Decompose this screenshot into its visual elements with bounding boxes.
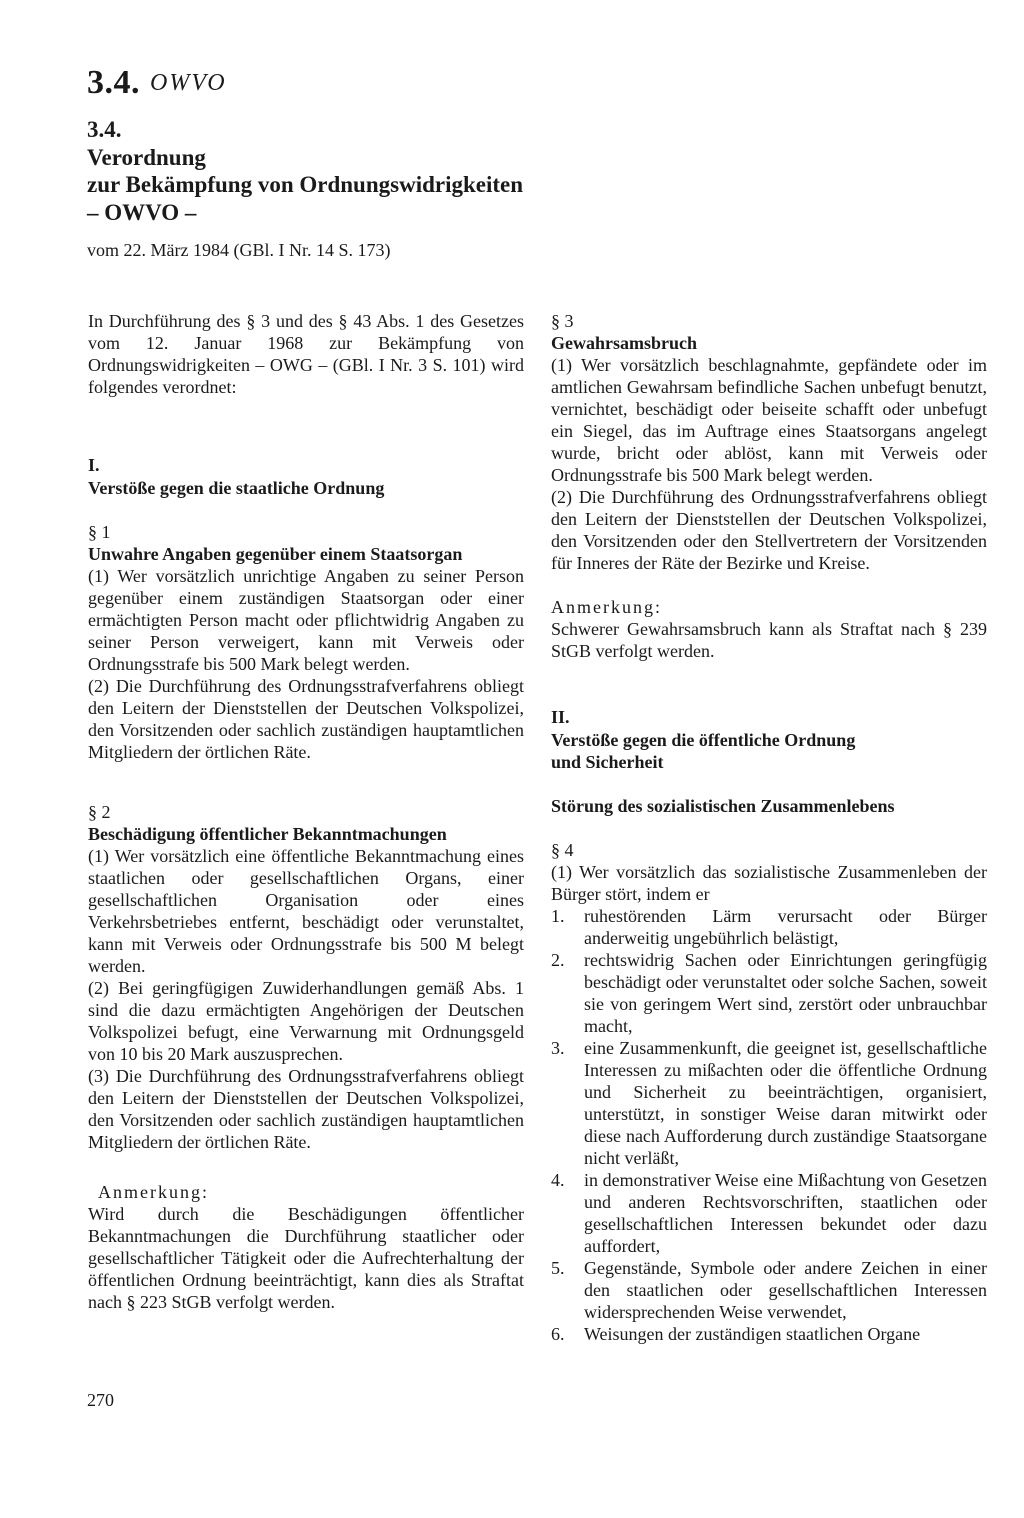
list-item-text: rechtswidrig Sachen oder Einrichtungen geringfügig beschädigt oder verunstaltet oder solche Sachen, soweit sie von geringem Wert sind, zerstört oder unbrauchbar macht,	[584, 950, 987, 1036]
section-3-paragraph-2: (2) Die Durchführung des Ordnungsstrafverfahrens obliegt den Leitern der Dienststellen der Deutschen Volkspolizei, den Vorsitzenden oder den Stellvertretern der Vorsitzenden für Inneres der Räte der Bezirke und Kreise.	[551, 487, 987, 573]
list-item	[551, 1037, 987, 1169]
section-2-paragraph-3: (3) Die Durchführung des Ordnungsstrafverfahrens obliegt den Leitern der Dienststellen der Deutschen Volkspolizei, den Vorsitzenden oder sachlich zuständigen hauptamtlichen Mitgliedern der örtlichen Räte.	[88, 1066, 524, 1152]
part-2-subtitle: Störung des sozialistischen Zusammenlebens	[551, 796, 895, 816]
heading-number: 3.4.	[87, 117, 122, 142]
running-header-number: 3.4.	[87, 64, 140, 101]
list-item-text: eine Zusammenkunft, die geeignet ist, gesellschaftliche Interessen zu mißachten oder die öffentliche Ordnung und Sicherheit zu beeinträchtigen, organisiert, unterstützt, in sonstiger Weise daran mitwirkt oder diese nach Aufforderung durch zuständige Staatsorgane nicht verläßt,	[584, 1038, 987, 1168]
section-2-title: Beschädigung öffentlicher Bekanntmachungen	[88, 824, 447, 844]
list-item-number: 2.	[551, 950, 565, 970]
section-1-title: Unwahre Angaben gegenüber einem Staatsorgan	[88, 544, 463, 564]
list-item	[551, 1257, 987, 1323]
part-2-number: II.	[551, 707, 570, 727]
part-2-title-line-1: Verstöße gegen die öffentliche Ordnung	[551, 730, 856, 750]
list-item-number: 4.	[551, 1170, 565, 1190]
part-1-number: I.	[88, 455, 100, 475]
list-item-text: Weisungen der zuständigen staatlichen Organe	[584, 1324, 921, 1344]
list-item-text: ruhestörenden Lärm verursacht oder Bürger anderweitig ungebührlich belästigt,	[584, 906, 987, 948]
document-heading	[87, 116, 607, 226]
list-item	[551, 1169, 987, 1257]
list-item-number: 3.	[551, 1038, 565, 1058]
section-1-number: § 1	[88, 522, 111, 542]
list-item-number: 1.	[551, 906, 565, 926]
part-1-title: Verstöße gegen die staatliche Ordnung	[88, 478, 385, 498]
running-header-title: OWVO	[150, 70, 227, 96]
heading-line-1: Verordnung	[87, 144, 206, 170]
list-item-number: 5.	[551, 1258, 565, 1278]
section-3-title: Gewahrsamsbruch	[551, 333, 698, 353]
page-number: 270	[87, 1390, 114, 1410]
heading-line-3: – OWVO –	[87, 199, 197, 225]
publication-date-line: vom 22. März 1984 (GBl. I Nr. 14 S. 173)	[87, 240, 391, 260]
left-column	[88, 310, 524, 1313]
section-2-number: § 2	[88, 802, 111, 822]
section-2-paragraph-1: (1) Wer vorsätzlich eine öffentliche Bekanntmachung eines staatlichen oder gesellschaftlichen Organs, einer gesellschaftlichen Organisation oder eines Verkehrsbetriebes entfernt, beschädigt oder verunstaltet, kann mit Verweis oder Ordnungsstrafe bis 500 M belegt werden.	[88, 846, 524, 976]
section-2-note-label: Anmerkung:	[98, 1182, 209, 1202]
section-3-note-label: Anmerkung:	[551, 597, 662, 617]
section-4-number: § 4	[551, 840, 574, 860]
section-3-number: § 3	[551, 311, 574, 331]
intro-paragraph: In Durchführung des § 3 und des § 43 Abs. 1 des Gesetzes vom 12. Januar 1968 zur Bekämpfung von Ordnungswidrigkeiten – OWG – (GBl. I Nr. 3 S. 101) wird folgendes verordnet:	[88, 311, 524, 397]
list-item	[551, 1323, 987, 1345]
list-item-text: Gegenstände, Symbole oder andere Zeichen in einer den staatlichen oder gesellschaftlichen Interessen widersprechenden Weise verwendet,	[584, 1258, 987, 1322]
part-2-title-line-2: und Sicherheit	[551, 752, 664, 772]
list-item-text: in demonstrativer Weise eine Mißachtung von Gesetzen und anderen Rechtsvorschriften, staatlichen oder gesellschaftlichen Interessen bekundet oder dazu auffordert,	[584, 1170, 987, 1256]
section-2-paragraph-2: (2) Bei geringfügigen Zuwiderhandlungen gemäß Abs. 1 sind die dazu ermächtigten Angehörigen der Deutschen Volkspolizei befugt, eine Verwarnung mit Ordnungsgeld von 10 bis 20 Mark auszusprechen.	[88, 978, 524, 1064]
list-item	[551, 949, 987, 1037]
heading-line-2: zur Bekämpfung von Ordnungswidrigkeiten	[87, 172, 524, 197]
section-4-paragraph-1: (1) Wer vorsätzlich das sozialistische Zusammenleben der Bürger stört, indem er	[551, 862, 987, 904]
right-column	[551, 310, 987, 1345]
section-3-note: Schwerer Gewahrsamsbruch kann als Straftat nach § 239 StGB verfolgt werden.	[551, 619, 987, 661]
section-3-paragraph-1: (1) Wer vorsätzlich beschlagnahmte, gepfändete oder im amtlichen Gewahrsam befindliche Sachen unbefugt benutzt, vernichtet, beschädigt oder beiseite schafft oder unbefugt ein Siegel, das im Auftrage eines Staatsorgans angelegt wurde, bricht oder ablöst, kann mit Verweis oder Ordnungsstrafe bis 500 Mark belegt werden.	[551, 355, 987, 485]
section-1-paragraph-1: (1) Wer vorsätzlich unrichtige Angaben zu seiner Person gegenüber einem zuständigen Staatsorgan oder einer ermächtigten Person macht oder pflichtwidrig Angaben zu seiner Person verweigert, kann mit Verweis oder Ordnungsstrafe bis 500 Mark belegt werden.	[88, 566, 524, 674]
list-item	[551, 905, 987, 949]
section-2-note: Wird durch die Beschädigungen öffentlicher Bekanntmachungen die Durchführung staatlicher oder gesellschaftlicher Tätigkeit oder die Aufrechterhaltung der öffentlichen Ordnung beeinträchtigt, kann dies als Straftat nach § 223 StGB verfolgt werden.	[88, 1204, 524, 1312]
list-item-number: 6.	[551, 1324, 565, 1344]
section-1-paragraph-2: (2) Die Durchführung des Ordnungsstrafverfahrens obliegt den Leitern der Dienststellen der Deutschen Volkspolizei, den Vorsitzenden oder sachlich zuständigen hauptamtlichen Mitgliedern der örtlichen Räte.	[88, 676, 524, 762]
